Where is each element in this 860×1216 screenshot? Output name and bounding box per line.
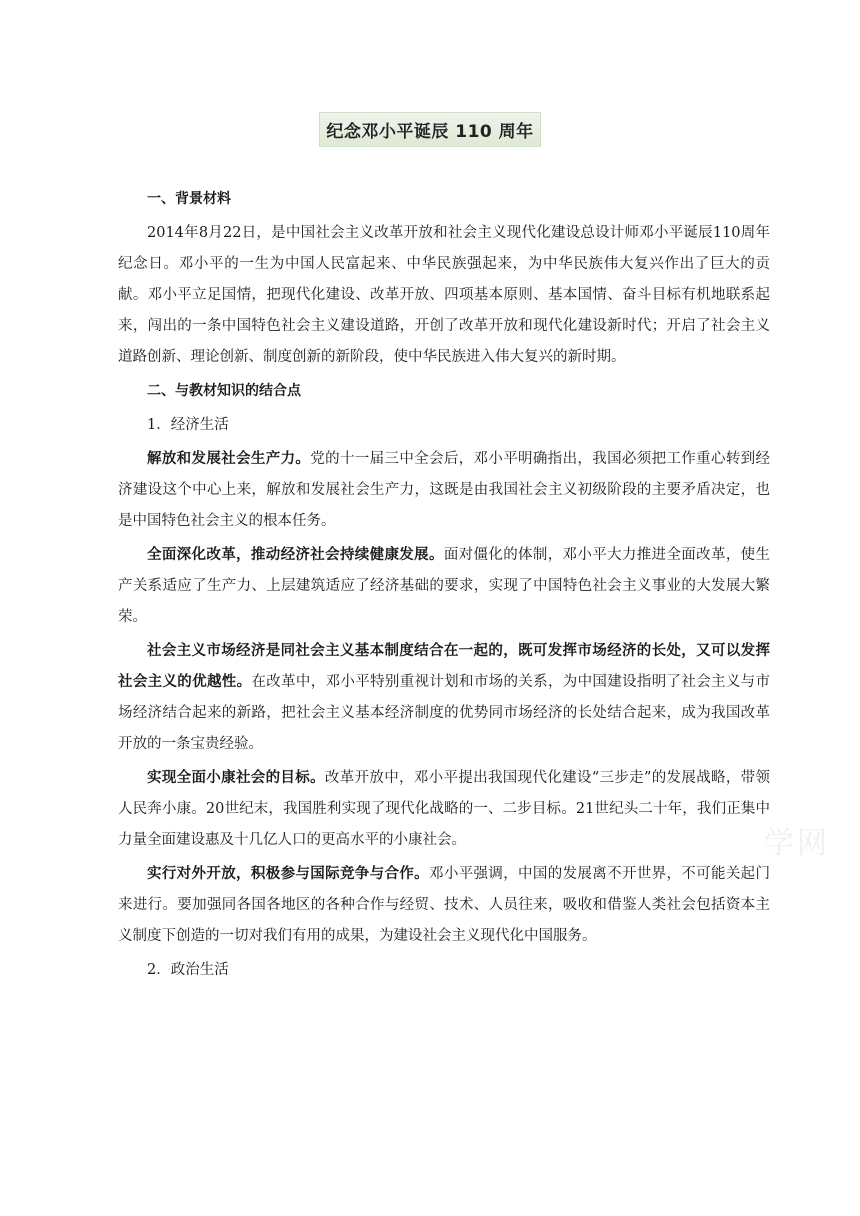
subsection-economic-life: 1．经济生活 [147, 417, 229, 433]
paragraph-lead: 实行对外开放，积极参与国际竞争与合作。 [147, 866, 429, 882]
subsection-political-life: 2．政治生活 [147, 962, 229, 978]
paragraph-lead: 实现全面小康社会的目标。 [147, 770, 325, 786]
paragraph-reform [118, 540, 770, 633]
paragraph-productivity [118, 444, 770, 537]
paragraph-market-economy [118, 636, 770, 760]
paragraph-body: 党的十一届三中全会后，邓小平明确指出，我国必须把工作重心转到经济建设这个中心上来，解放和发展社会生产力，这既是由我国社会主义初级阶段的主要矛盾决定，也是中国特色社会主义的根本任务。 [118, 451, 771, 529]
paragraph-lead: 社会主义市场经济是同社会主义基本制度结合在一起的，既可发挥市场经济的长处，又可以发挥社会主义的优越性。 [118, 643, 770, 690]
document-body [118, 184, 770, 989]
paragraph-lead: 解放和发展社会生产力。 [147, 451, 311, 467]
paragraph-opening-up [118, 859, 770, 952]
section-heading-textbook: 二、与教材知识的结合点 [147, 383, 301, 399]
title-container [0, 112, 860, 147]
paragraph-lead: 全面深化改革，推动经济社会持续健康发展。 [147, 547, 444, 563]
paragraph-body: 面对僵化的体制，邓小平大力推进全面改革，使生产关系适应了生产力、上层建筑适应了经济基础的要求，实现了中国特色社会主义事业的大发展大繁荣。 [118, 547, 770, 625]
section-heading-background: 一、背景材料 [147, 191, 231, 207]
watermark: 学网 [764, 826, 830, 861]
paragraph-body: 在改革中，邓小平特别重视计划和市场的关系，为中国建设指明了社会主义与市场经济结合起来的新路，把社会主义基本经济制度的优势同市场经济的长处结合起来，成为我国改革开放的一条宝贵经验。 [118, 674, 771, 752]
paragraph-xiaokang [118, 763, 770, 856]
document-title: 纪念邓小平诞辰 110 周年 [319, 112, 540, 147]
paragraph-body: 邓小平强调，中国的发展离不开世界，不可能关起门来进行。要加强同各国各地区的各种合作与经贸、技术、人员往来，吸收和借鉴人类社会包括资本主义制度下创造的一切对我们有用的成果，为建设社会主义现代化中国服务。 [118, 866, 771, 944]
background-paragraph: 2014年8月22日，是中国社会主义改革开放和社会主义现代化建设总设计师邓小平诞辰110周年纪念日。邓小平的一生为中国人民富起来、中华民族强起来，为中华民族伟大复兴作出了巨大的贡献。邓小平立足国情，把现代化建设、改革开放、四项基本原则、基本国情、奋斗目标有机地联系起来，闯出的一条中国特色社会主义建设道路，开创了改革开放和现代化建设新时代；开启了社会主义道路创新、理论创新、制度创新的新阶段，使中华民族进入伟大复兴的新时期。 [118, 225, 770, 365]
paragraph-body: 改革开放中，邓小平提出我国现代化建设“三步走”的发展战略，带领人民奔小康。20世纪末，我国胜利实现了现代化战略的一、二步目标。21世纪头二十年，我们正集中力量全面建设惠及十几亿人口的更高水平的小康社会。 [118, 770, 770, 848]
